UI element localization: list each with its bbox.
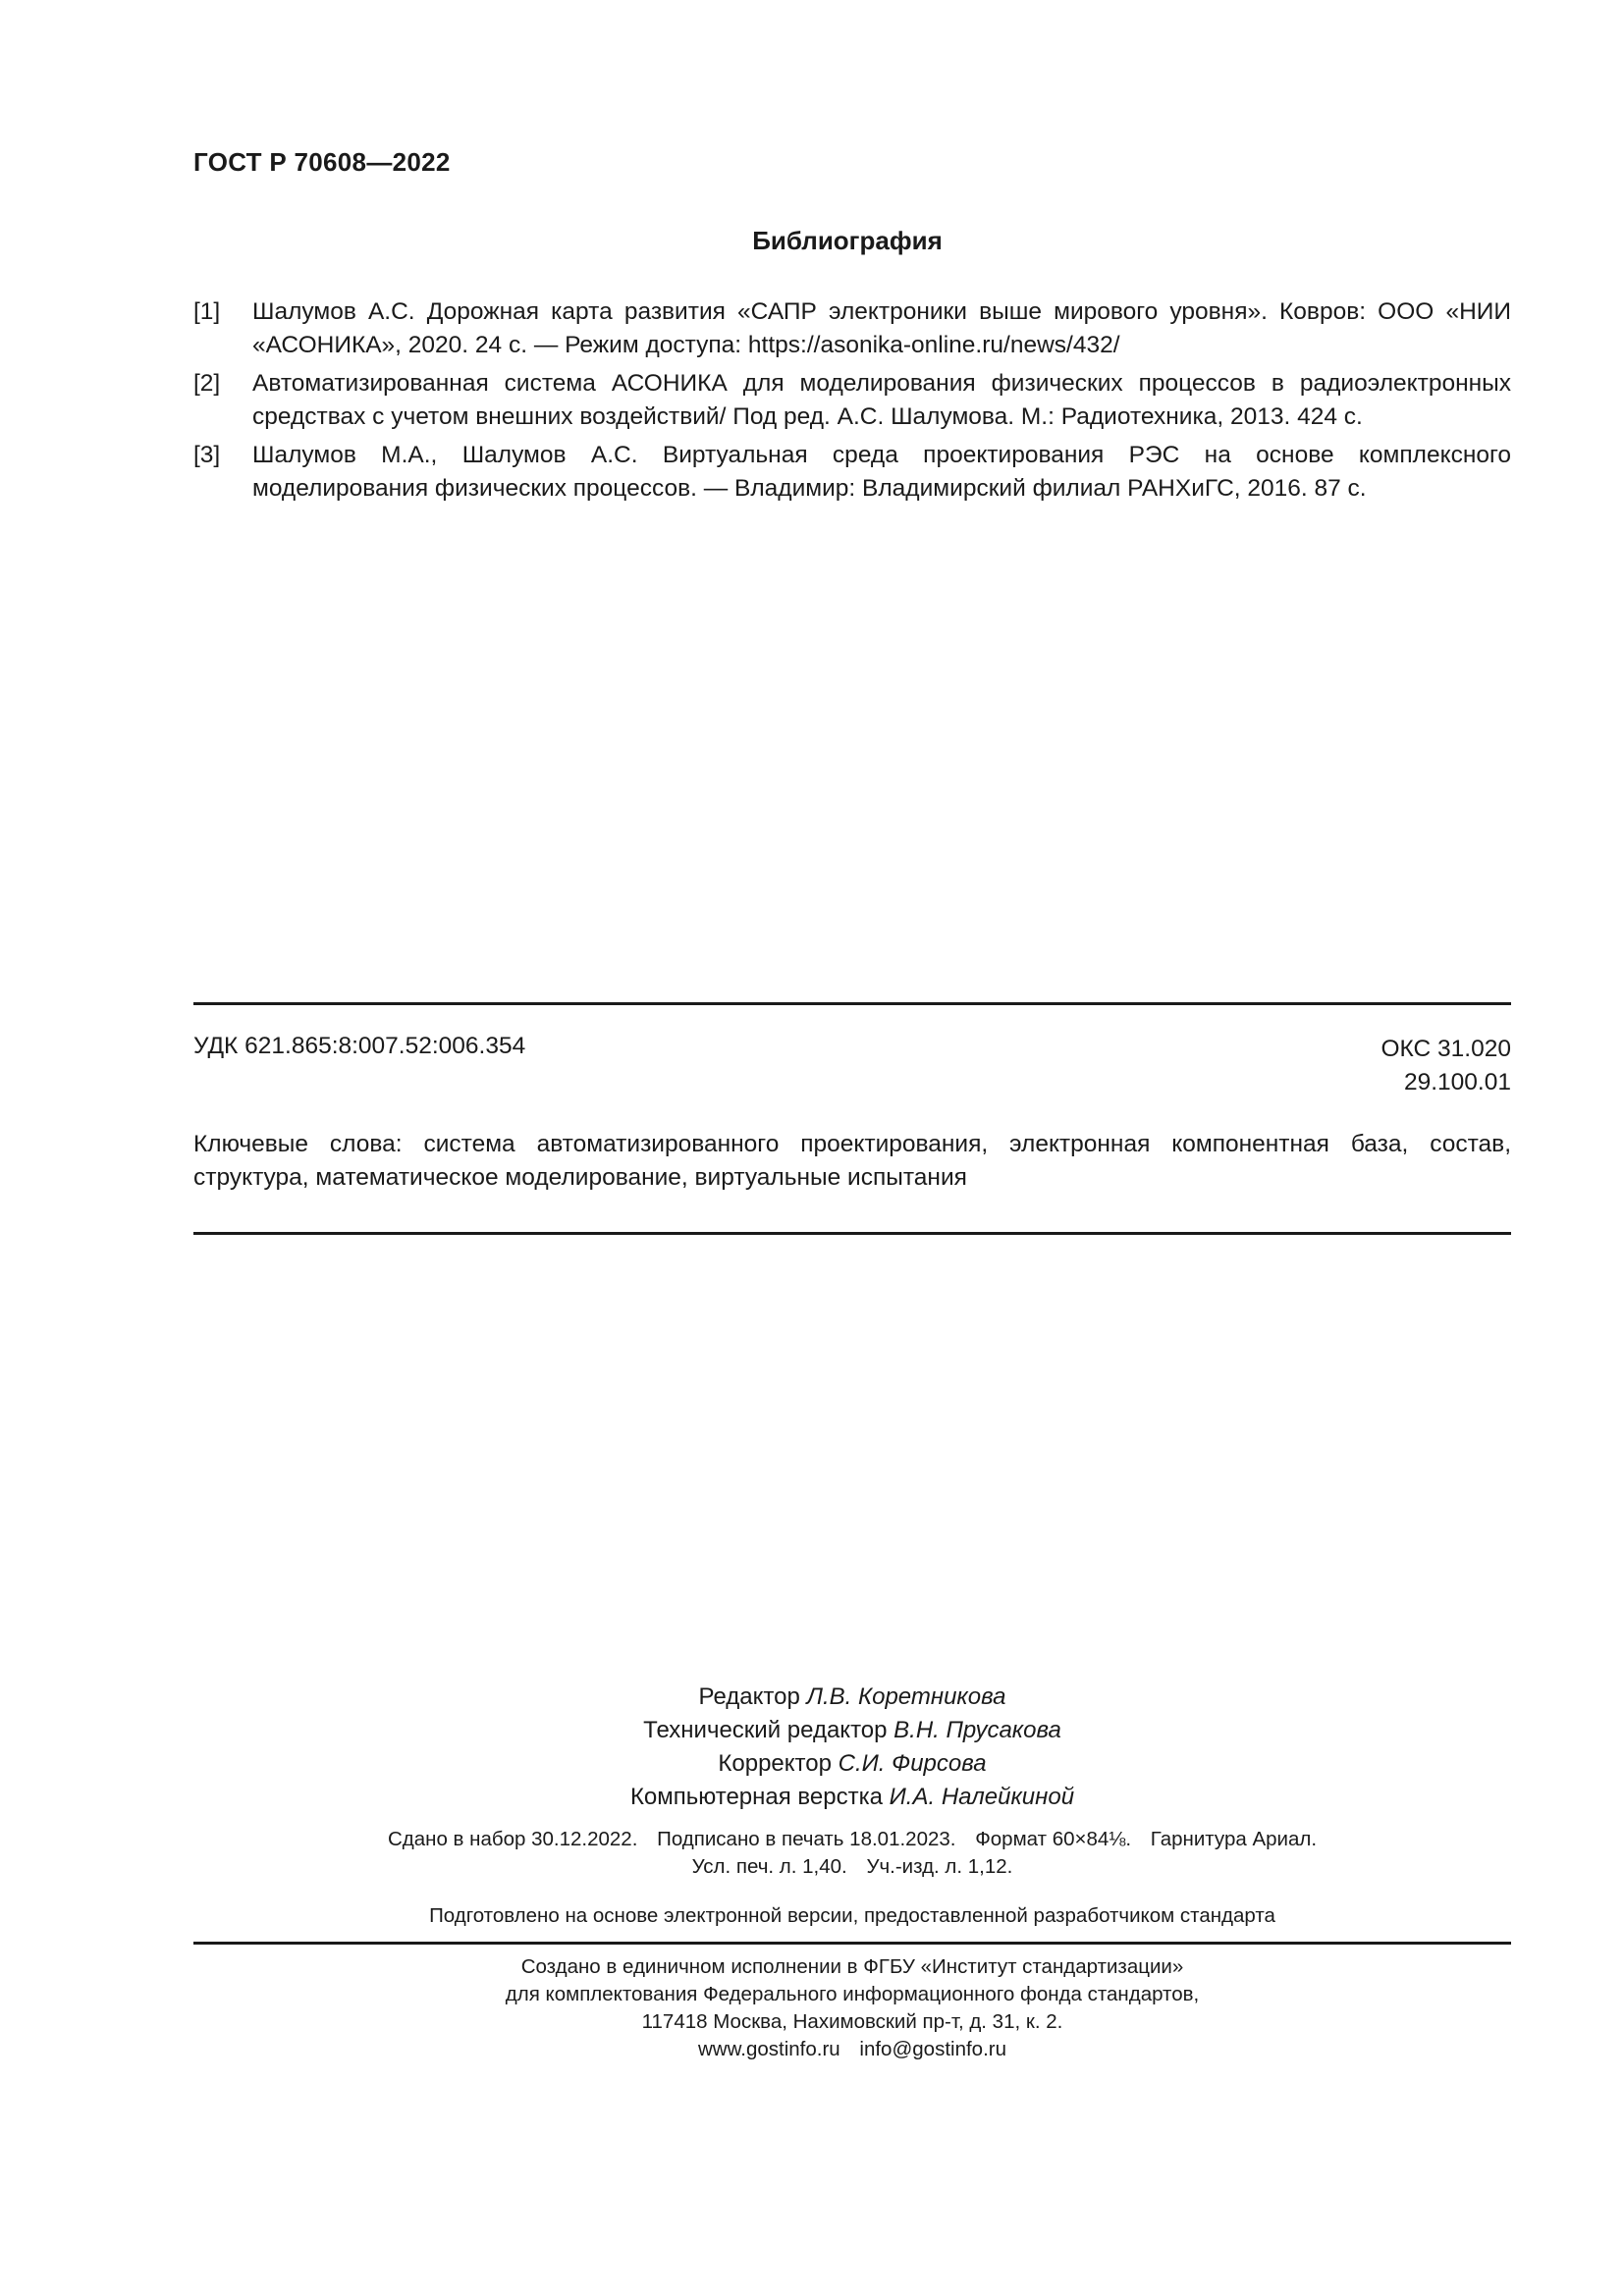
credit-line bbox=[193, 1781, 1511, 1814]
bibliography-item-text: Шалумов А.С. Дорожная карта развития «САПР электроники выше мирового уровня». Ковров: ООО «НИИ «АСОНИКА», 2020. 24 с. — Режим доступа: https://asonika-online.ru/news/432/ bbox=[252, 298, 1511, 358]
imprint-line-2 bbox=[193, 1853, 1511, 1881]
credit-line bbox=[193, 1747, 1511, 1781]
credit-line bbox=[193, 1714, 1511, 1747]
imprint-signed: Подписано в печать 18.01.2023. bbox=[657, 1828, 956, 1850]
imprint-format: Формат 60×84⅛. bbox=[975, 1828, 1132, 1850]
oks-code-secondary: 29.100.01 bbox=[1404, 1069, 1511, 1095]
bibliography-item-number: [1] bbox=[193, 298, 221, 325]
credit-role: Технический редактор bbox=[643, 1717, 888, 1743]
imprint-typeface: Гарнитура Ариал. bbox=[1150, 1828, 1318, 1850]
oks-code-primary: ОКС 31.020 bbox=[1380, 1036, 1511, 1062]
imprint-line-1 bbox=[193, 1826, 1511, 1853]
credit-role: Редактор bbox=[698, 1683, 800, 1710]
bibliography-item-number: [3] bbox=[193, 442, 221, 468]
prepared-note: Подготовлено на основе электронной версии, предоставленной разработчиком стандарта bbox=[429, 1904, 1275, 1927]
credits-block bbox=[193, 1681, 1511, 1814]
bibliography-item-text: Шалумов М.А., Шалумов А.С. Виртуальная среда проектирования РЭС на основе комплексного моделирования физических процессов. — Владимир: Владимирский филиал РАНХиГС, 2016. 87 с. bbox=[252, 442, 1511, 502]
imprint-print-sheets: Усл. печ. л. 1,40. bbox=[691, 1855, 847, 1878]
divider-keywords bbox=[193, 1232, 1511, 1235]
footer-line: 117418 Москва, Нахимовский пр-т, д. 31, к. 2. bbox=[641, 2010, 1063, 2033]
imprint-publ-sheets: Уч.-изд. л. 1,12. bbox=[866, 1855, 1013, 1878]
email-link[interactable]: info@gostinfo.ru bbox=[859, 2038, 1006, 2060]
credit-role: Корректор bbox=[718, 1750, 832, 1777]
udk-code: УДК 621.865:8:007.52:006.354 bbox=[193, 1033, 526, 1059]
bibliography-item bbox=[193, 295, 1511, 362]
imprint-block bbox=[193, 1826, 1511, 1881]
credit-name: Л.В. Коретникова bbox=[806, 1683, 1006, 1710]
divider-top bbox=[193, 1002, 1511, 1005]
divider-footer bbox=[193, 1942, 1511, 1945]
footer-contacts bbox=[193, 2036, 1511, 2063]
publisher-footer bbox=[193, 1953, 1511, 2063]
footer-line: для комплектования Федерального информационного фонда стандартов, bbox=[505, 1983, 1200, 2005]
credit-line bbox=[193, 1681, 1511, 1714]
oks-codes bbox=[1381, 1033, 1512, 1099]
bibliography-item-number: [2] bbox=[193, 370, 221, 397]
credit-role: Компьютерная верстка bbox=[629, 1784, 883, 1810]
bibliography-title: Библиография bbox=[752, 226, 943, 255]
bibliography-item bbox=[193, 367, 1511, 434]
footer-line: Создано в единичном исполнении в ФГБУ «Институт стандартизации» bbox=[520, 1955, 1184, 1978]
credit-name: В.Н. Прусакова bbox=[893, 1717, 1061, 1743]
standard-code: ГОСТ Р 70608—2022 bbox=[193, 147, 451, 177]
bibliography-item bbox=[193, 439, 1511, 506]
bibliography-list bbox=[193, 295, 1511, 510]
imprint-submitted: Сдано в набор 30.12.2022. bbox=[387, 1828, 638, 1850]
website-link[interactable]: www.gostinfo.ru bbox=[698, 2038, 840, 2060]
credit-name: И.А. Налейкиной bbox=[889, 1784, 1075, 1810]
credit-name: С.И. Фирсова bbox=[838, 1750, 987, 1777]
keywords: Ключевые слова: система автоматизированного проектирования, электронная компонентная база, состав, структура, математическое моделирование, виртуальные испытания bbox=[193, 1131, 1511, 1191]
bibliography-item-text: Автоматизированная система АСОНИКА для моделирования физических процессов в радиоэлектронных средствах с учетом внешних воздействий/ Под ред. А.С. Шалумова. М.: Радиотехника, 2013. 424 с. bbox=[252, 370, 1511, 430]
